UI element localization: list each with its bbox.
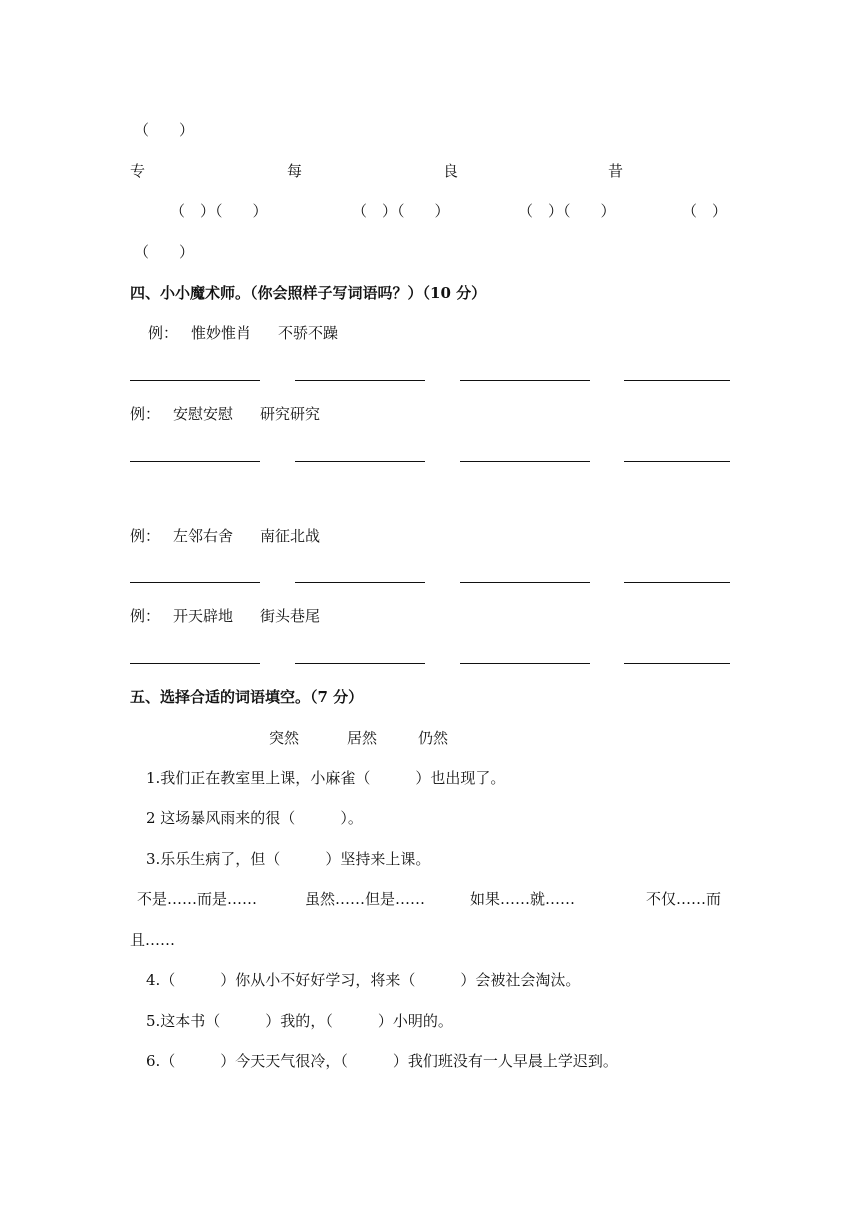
option-word: 且…… [130,931,176,949]
blank-paren[interactable]: （ ）（ ） [518,202,616,220]
option-word: 不仅……而 [646,890,722,908]
option-word: 居然 [347,729,378,747]
answer-line[interactable] [624,582,730,583]
answer-line[interactable] [130,582,260,583]
answer-line[interactable] [460,663,590,664]
example-word: 街头巷尾 [260,607,321,625]
option-word: 突然 [269,729,300,747]
example-word: 南征北战 [260,527,321,545]
option-word: 仍然 [418,729,449,747]
example-word: 惟妙惟肖 [191,324,252,342]
option-word: 不是……而是…… [137,890,258,908]
answer-line[interactable] [624,380,730,381]
answer-line[interactable] [624,663,730,664]
answer-line[interactable] [130,461,260,462]
char-item: 每 [287,162,303,180]
char-item: 良 [443,162,459,180]
example-word: 左邻右舍 [173,527,234,545]
question-item: 5.这本书（ ）我的，（ ）小明的。 [146,1012,453,1030]
option-word: 虽然……但是…… [305,890,426,908]
question-item: 6.（ ）今天天气很冷，（ ）我们班没有一人早晨上学迟到。 [146,1052,618,1070]
char-item: 专 [130,162,146,180]
blank-paren[interactable]: （ ）（ ） [352,202,450,220]
blank-paren[interactable]: （ ）（ ） [170,202,268,220]
answer-line[interactable] [460,461,590,462]
example-label: 例： [130,607,161,625]
section-5-title: 五、选择合适的词语填空。（7 分） [130,688,364,706]
answer-line[interactable] [460,380,590,381]
blank-paren[interactable]: （ ） [134,121,195,139]
example-label: 例： [130,527,161,545]
answer-line[interactable] [130,380,260,381]
question-item: 4.（ ）你从小不好好学习，将来（ ）会被社会淘汰。 [146,971,581,989]
answer-line[interactable] [460,582,590,583]
question-item: 2 这场暴风雨来的很（ ）。 [146,809,363,827]
example-word: 不骄不躁 [278,324,339,342]
answer-line[interactable] [624,461,730,462]
char-item: 昔 [608,162,624,180]
blank-paren[interactable]: （ ） [134,243,195,261]
question-item: 3.乐乐生病了，但（ ）坚持来上课。 [146,850,431,868]
blank-paren[interactable]: （ ） [682,202,728,220]
answer-line[interactable] [295,461,425,462]
example-word: 开天辟地 [173,607,234,625]
example-word: 安慰安慰 [173,405,234,423]
answer-line[interactable] [295,582,425,583]
question-item: 1.我们正在教室里上课，小麻雀（ ）也出现了。 [146,769,506,787]
option-word: 如果……就…… [470,890,576,908]
example-word: 研究研究 [260,405,321,423]
section-4-title: 四、小小魔术师。（你会照样子写词语吗？）（10 分） [130,284,487,302]
answer-line[interactable] [295,380,425,381]
example-label: 例： [130,405,161,423]
answer-line[interactable] [295,663,425,664]
example-label: 例： [148,324,179,342]
answer-line[interactable] [130,663,260,664]
